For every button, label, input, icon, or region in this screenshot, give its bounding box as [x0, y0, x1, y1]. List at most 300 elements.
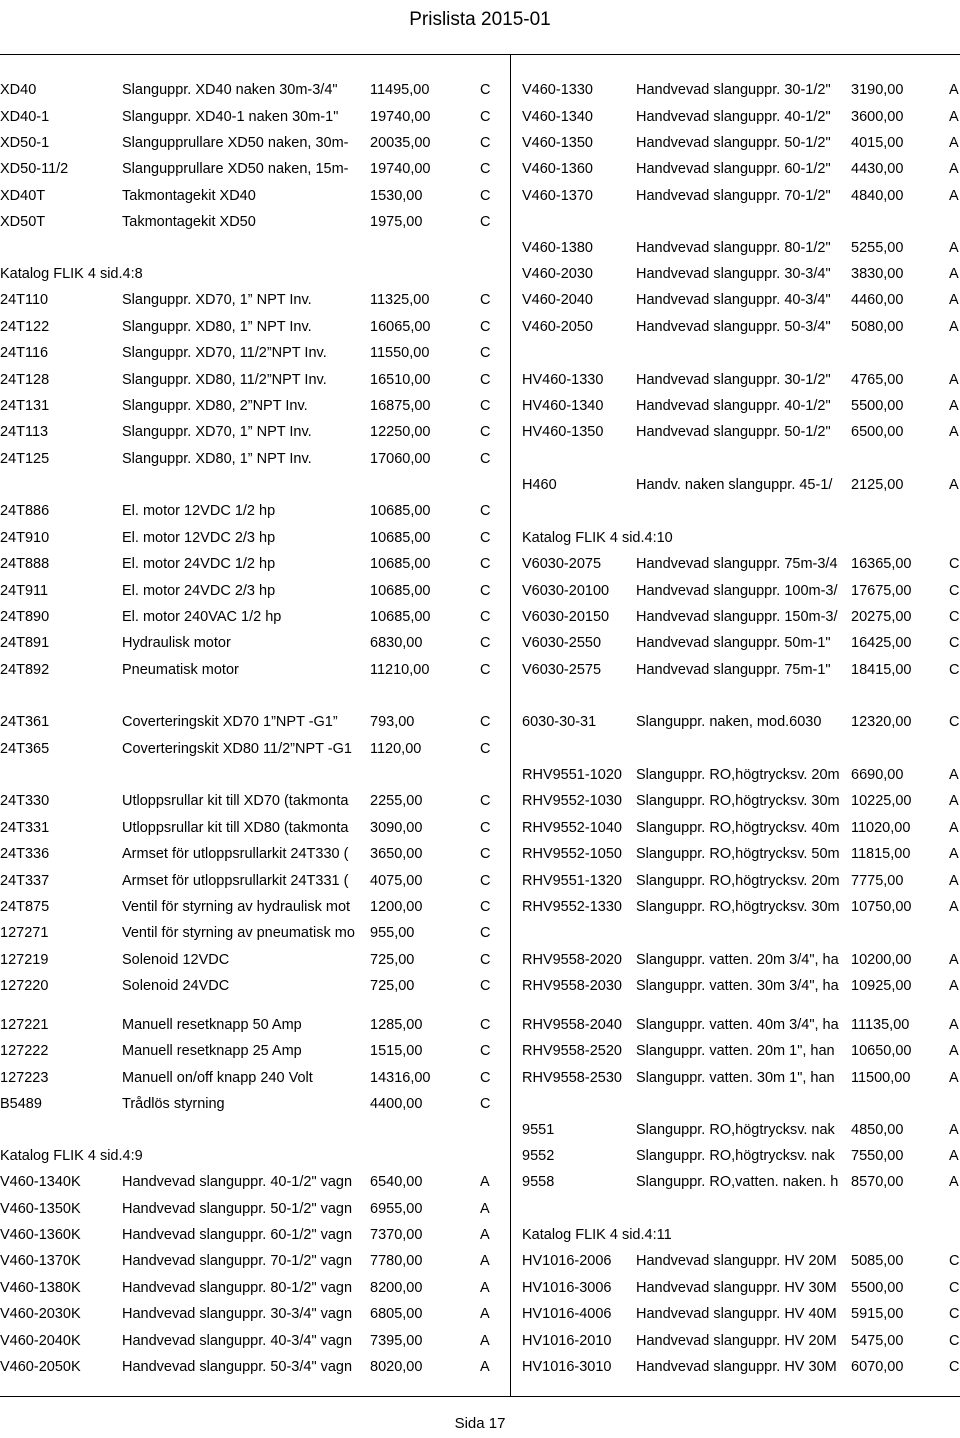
description: Takmontagekit XD40 [122, 188, 256, 204]
price-row [0, 736, 491, 762]
price: 6805,00 [370, 1306, 423, 1322]
article-number: 9558 [522, 1174, 555, 1190]
description: El. motor 12VDC 1/2 hp [122, 503, 276, 519]
price-row [0, 77, 491, 103]
section-heading: Katalog FLIK 4 sid.4:10 [522, 530, 673, 546]
price-class: A [949, 82, 959, 98]
price-class: C [480, 82, 491, 98]
description: Slanguppr. RO,högtrycksv. nak [636, 1148, 835, 1164]
price: 6500,00 [851, 424, 904, 440]
price: 11815,00 [851, 846, 911, 862]
price-class: A [949, 767, 959, 783]
price: 4430,00 [851, 161, 904, 177]
price-row [0, 156, 491, 182]
price-row [0, 815, 491, 841]
article-number: 24T886 [0, 503, 50, 519]
description: Slanguppr. XD80, 1” NPT Inv. [122, 319, 312, 335]
price: 3650,00 [370, 846, 423, 862]
price: 8200,00 [370, 1280, 423, 1296]
article-number: 24T331 [0, 820, 50, 836]
price-row [0, 104, 491, 130]
price: 11020,00 [851, 820, 911, 836]
price: 5500,00 [851, 398, 904, 414]
article-number: 127221 [0, 1017, 49, 1033]
price-class: C [480, 424, 491, 440]
price-class: C [949, 714, 960, 730]
price: 8570,00 [851, 1174, 904, 1190]
price: 6830,00 [370, 635, 423, 651]
description: Handvevad slanguppr. 60-1/2" [636, 161, 831, 177]
price: 7550,00 [851, 1148, 904, 1164]
article-number: V460-1360K [0, 1227, 81, 1243]
price: 3090,00 [370, 820, 423, 836]
description: Slanguppr. vatten. 20m 1", han [636, 1043, 835, 1059]
price-class: A [949, 161, 959, 177]
price-row [0, 209, 491, 235]
price-class: A [949, 477, 959, 493]
header-rule [0, 54, 960, 55]
price-row [522, 1301, 960, 1327]
description: Handvevad slanguppr. HV 30M [636, 1359, 837, 1375]
price: 10225,00 [851, 793, 912, 809]
description: El. motor 12VDC 2/3 hp [122, 530, 276, 546]
price-class: A [949, 1043, 959, 1059]
price-class: C [480, 978, 491, 994]
article-number: HV460-1330 [522, 372, 604, 388]
price-class: A [480, 1227, 490, 1243]
price-class: A [949, 292, 959, 308]
price-row [0, 788, 491, 814]
description: Handvevad slanguppr. 100m-3/ [636, 583, 838, 599]
description: Slanguppr. XD80, 1” NPT Inv. [122, 451, 312, 467]
price-row [0, 1169, 490, 1195]
price-row [522, 788, 960, 814]
article-number: 24T892 [0, 662, 50, 678]
price-class: A [480, 1280, 490, 1296]
price-class: A [949, 1017, 959, 1033]
price-row [522, 419, 960, 445]
price: 1975,00 [370, 214, 423, 230]
article-number: XD40T [0, 188, 46, 204]
price-class: A [949, 266, 959, 282]
description: Trådlös styrning [122, 1096, 225, 1112]
price-class: A [949, 372, 959, 388]
price-class: C [480, 135, 491, 151]
article-number: 127219 [0, 952, 49, 968]
price: 5080,00 [851, 319, 904, 335]
price: 10685,00 [370, 609, 431, 625]
article-number: 127222 [0, 1043, 49, 1059]
price-class: A [949, 873, 959, 889]
price-class: C [480, 451, 491, 467]
price-class: A [949, 978, 959, 994]
description: Handvevad slanguppr. 40-3/4" [636, 292, 831, 308]
price: 12320,00 [851, 714, 912, 730]
price-class: C [480, 1070, 491, 1086]
price: 19740,00 [370, 161, 431, 177]
price-row [522, 472, 960, 498]
article-number: V460-2040K [0, 1333, 81, 1349]
price-row [0, 1012, 491, 1038]
price-row [0, 947, 491, 973]
price-class: C [480, 530, 491, 546]
article-number: HV460-1350 [522, 424, 604, 440]
price-class: C [480, 319, 491, 335]
article-number: 24T337 [0, 873, 50, 889]
price: 16510,00 [370, 372, 431, 388]
price-row [0, 1354, 490, 1380]
article-number: V460-2050 [522, 319, 593, 335]
price-class: A [949, 1174, 959, 1190]
price-row [0, 525, 491, 551]
price-row [522, 287, 960, 313]
description: Slanguppr. RO,vatten. naken. h [636, 1174, 839, 1190]
price: 17675,00 [851, 583, 912, 599]
price-row [522, 762, 960, 788]
description: Handvevad slanguppr. 40-1/2" [636, 109, 831, 125]
description: Ventil för styrning av pneumatisk mo [122, 925, 355, 941]
article-number: V460-2030K [0, 1306, 81, 1322]
price: 16365,00 [851, 556, 912, 572]
price: 2125,00 [851, 477, 904, 493]
price: 16875,00 [370, 398, 431, 414]
price: 793,00 [370, 714, 415, 730]
price-row [522, 156, 960, 182]
price-row [0, 1275, 490, 1301]
price-class: C [480, 188, 491, 204]
price-class: C [480, 635, 491, 651]
price-class: A [480, 1253, 490, 1269]
description: Coverteringskit XD80 11/2”NPT -G1 [122, 741, 352, 757]
price-class: C [949, 662, 960, 678]
price-class: C [949, 556, 960, 572]
price-row [0, 709, 491, 735]
article-number: HV1016-3010 [522, 1359, 612, 1375]
article-number: RHV9558-2530 [522, 1070, 622, 1086]
price: 5500,00 [851, 1280, 904, 1296]
price: 10750,00 [851, 899, 912, 915]
article-number: V460-1380 [522, 240, 593, 256]
article-number: HV460-1340 [522, 398, 604, 414]
price: 10650,00 [851, 1043, 912, 1059]
price: 10685,00 [370, 503, 431, 519]
price-row [522, 1012, 960, 1038]
description: Slangupprullare XD50 naken, 15m- [122, 161, 349, 177]
price: 4850,00 [851, 1122, 904, 1138]
price-row [522, 947, 960, 973]
description: Handvevad slanguppr. 60-1/2" vagn [122, 1227, 353, 1243]
description: Handv. naken slanguppr. 45-1/ [636, 477, 833, 493]
description: Slanguppr. XD70, 1” NPT Inv. [122, 292, 312, 308]
price: 16425,00 [851, 635, 912, 651]
description: Slanguppr. RO,högtrycksv. 30m [636, 899, 840, 915]
description: Handvevad slanguppr. 40-1/2" [636, 398, 831, 414]
price-row [522, 1143, 960, 1169]
article-number: XD50-1 [0, 135, 50, 151]
article-number: 9552 [522, 1148, 555, 1164]
description: Slanguppr. vatten. 30m 3/4", ha [636, 978, 839, 994]
description: Handvevad slanguppr. 50-1/2" [636, 424, 831, 440]
article-number: 24T875 [0, 899, 50, 915]
price-class: C [949, 1280, 960, 1296]
article-number: RHV9551-1020 [522, 767, 622, 783]
description: Handvevad slanguppr. 30-1/2" [636, 82, 831, 98]
price-class: C [480, 1043, 491, 1059]
page-number: Sida 17 [454, 1415, 506, 1432]
price-class: C [480, 846, 491, 862]
article-number: V460-1350 [522, 135, 593, 151]
article-number: RHV9552-1040 [522, 820, 622, 836]
price: 5475,00 [851, 1333, 904, 1349]
price-row [522, 815, 960, 841]
price-class: A [480, 1174, 490, 1190]
article-number: V460-1340 [522, 109, 593, 125]
description: Slanguppr. vatten. 40m 3/4", ha [636, 1017, 839, 1033]
price-row [0, 1301, 490, 1327]
description: Slanguppr. vatten. 20m 3/4", ha [636, 952, 839, 968]
description: Handvevad slanguppr. 70-1/2" vagn [122, 1253, 353, 1269]
description: Slanguppr. RO,högtrycksv. 30m [636, 793, 840, 809]
price-row [522, 183, 960, 209]
description: Handvevad slanguppr. HV 40M [636, 1306, 837, 1322]
price: 725,00 [370, 978, 415, 994]
article-number: 127220 [0, 978, 49, 994]
price-class: A [949, 135, 959, 151]
price-row [522, 1117, 960, 1143]
price: 955,00 [370, 925, 415, 941]
description: Slanguppr. XD80, 11/2”NPT Inv. [122, 372, 327, 388]
price-row [0, 340, 491, 366]
description: Handvevad slanguppr. HV 20M [636, 1253, 837, 1269]
price-class: A [949, 1122, 959, 1138]
price-row [522, 1248, 960, 1274]
price-class: A [949, 1070, 959, 1086]
price: 20035,00 [370, 135, 431, 151]
price: 17060,00 [370, 451, 431, 467]
article-number: HV1016-2006 [522, 1253, 612, 1269]
price-row [522, 1354, 960, 1380]
price-class: C [480, 583, 491, 599]
price-class: A [949, 319, 959, 335]
price-row [0, 367, 491, 393]
price-row [0, 604, 491, 630]
description: Coverteringskit XD70 1”NPT -G1” [122, 714, 338, 730]
price: 5255,00 [851, 240, 904, 256]
description: Slanguppr. RO,högtrycksv. 40m [636, 820, 840, 836]
price-row [522, 1065, 960, 1091]
description: Manuell resetknapp 50 Amp [122, 1017, 302, 1033]
price-row [0, 894, 491, 920]
price: 2255,00 [370, 793, 423, 809]
section-heading: Katalog FLIK 4 sid.4:9 [0, 1148, 143, 1164]
article-number: 24T365 [0, 741, 50, 757]
price-row [0, 920, 491, 946]
article-number: 9551 [522, 1122, 555, 1138]
article-number: 24T131 [0, 398, 50, 414]
price: 7780,00 [370, 1253, 423, 1269]
description: Solenoid 24VDC [122, 978, 230, 994]
article-number: V460-2030 [522, 266, 593, 282]
article-number: 24T113 [0, 424, 49, 440]
price: 11210,00 [370, 662, 430, 678]
footer-rule [0, 1396, 960, 1397]
price-class: A [949, 424, 959, 440]
price-class: A [949, 398, 959, 414]
price: 725,00 [370, 952, 415, 968]
description: Armset för utloppsrullarkit 24T330 ( [122, 846, 349, 862]
price-class: C [480, 714, 491, 730]
article-number: V460-1380K [0, 1280, 81, 1296]
price-class: C [480, 1096, 491, 1112]
description: Hydraulisk motor [122, 635, 231, 651]
price-row [522, 314, 960, 340]
description: Slangupprullare XD50 naken, 30m- [122, 135, 349, 151]
price: 4075,00 [370, 873, 423, 889]
price-row [0, 868, 491, 894]
price: 1200,00 [370, 899, 423, 915]
price-class: A [949, 793, 959, 809]
price: 4840,00 [851, 188, 904, 204]
description: Slanguppr. XD40 naken 30m-3/4" [122, 82, 338, 98]
price-class: C [480, 925, 491, 941]
price: 16065,00 [370, 319, 431, 335]
price: 6540,00 [370, 1174, 423, 1190]
price-class: A [949, 820, 959, 836]
price-class: A [480, 1333, 490, 1349]
price-row [0, 287, 491, 313]
price-row [0, 498, 491, 524]
description: Handvevad slanguppr. 150m-3/ [636, 609, 838, 625]
article-number: 127223 [0, 1070, 49, 1086]
article-number: 24T361 [0, 714, 50, 730]
article-number: XD40-1 [0, 109, 50, 125]
price: 1120,00 [370, 741, 422, 757]
price: 19740,00 [370, 109, 431, 125]
price: 4400,00 [370, 1096, 423, 1112]
price-row [522, 973, 960, 999]
article-number: 24T330 [0, 793, 50, 809]
description: Handvevad slanguppr. 70-1/2" [636, 188, 831, 204]
price-row [0, 657, 491, 683]
price-row [522, 104, 960, 130]
price-row [522, 77, 960, 103]
price-class: A [949, 846, 959, 862]
price-row [522, 709, 960, 735]
description: Manuell on/off knapp 240 Volt [122, 1070, 313, 1086]
description: Handvevad slanguppr. 30-1/2" [636, 372, 831, 388]
price: 11500,00 [851, 1070, 911, 1086]
section-heading: Katalog FLIK 4 sid.4:8 [0, 266, 143, 282]
price-row [0, 1196, 490, 1222]
article-number: V460-2050K [0, 1359, 81, 1375]
description: Slanguppr. RO,högtrycksv. nak [636, 1122, 835, 1138]
price-row [522, 393, 960, 419]
article-number: V460-1340K [0, 1174, 81, 1190]
article-number: HV1016-4006 [522, 1306, 612, 1322]
description: Handvevad slanguppr. 30-3/4" vagn [122, 1306, 353, 1322]
description: Slanguppr. RO,högtrycksv. 20m [636, 873, 840, 889]
price: 8020,00 [370, 1359, 423, 1375]
price-row [0, 1091, 491, 1117]
price: 3830,00 [851, 266, 904, 282]
price-row [522, 367, 960, 393]
article-number: B5489 [0, 1096, 42, 1112]
description: Ventil för styrning av hydraulisk mot [122, 899, 351, 915]
price-row [0, 419, 491, 445]
price-row [522, 578, 960, 604]
price-row [0, 578, 491, 604]
article-number: HV1016-3006 [522, 1280, 612, 1296]
article-number: 24T336 [0, 846, 50, 862]
price-row [522, 630, 960, 656]
price: 20275,00 [851, 609, 912, 625]
price-class: A [949, 899, 959, 915]
article-number: V460-1360 [522, 161, 593, 177]
price: 10685,00 [370, 583, 431, 599]
description: Handvevad slanguppr. 75m-3/4 [636, 556, 838, 572]
price-row [522, 235, 960, 261]
column-divider [510, 54, 511, 1396]
price-class: A [949, 1148, 959, 1164]
article-number: 24T122 [0, 319, 50, 335]
price-class: C [949, 1253, 960, 1269]
description: Handvevad slanguppr. HV 30M [636, 1280, 837, 1296]
article-number: 24T116 [0, 345, 49, 361]
price-class: C [480, 952, 491, 968]
price-class: C [480, 556, 491, 572]
price-class: C [480, 662, 491, 678]
price-row [0, 1248, 490, 1274]
description: Handvevad slanguppr. 50-1/2" [636, 135, 831, 151]
description: Takmontagekit XD50 [122, 214, 256, 230]
article-number: XD40 [0, 82, 37, 98]
article-number: 24T910 [0, 530, 50, 546]
price-row [0, 1222, 490, 1248]
price-class: C [480, 109, 491, 125]
price-row [0, 1065, 491, 1091]
price: 4460,00 [851, 292, 904, 308]
article-number: V460-1330 [522, 82, 593, 98]
article-number: V460-1370 [522, 188, 593, 204]
price-row [522, 1275, 960, 1301]
article-number: V6030-2550 [522, 635, 602, 651]
price: 6955,00 [370, 1201, 423, 1217]
price-class: C [480, 503, 491, 519]
description: Solenoid 12VDC [122, 952, 230, 968]
price: 6070,00 [851, 1359, 904, 1375]
price-class: C [949, 1306, 960, 1322]
description: El. motor 24VDC 1/2 hp [122, 556, 276, 572]
price-row [522, 894, 960, 920]
price-row [0, 446, 491, 472]
price-class: A [480, 1201, 490, 1217]
article-number: RHV9558-2040 [522, 1017, 622, 1033]
article-number: RHV9552-1030 [522, 793, 622, 809]
price: 5085,00 [851, 1253, 904, 1269]
description: Handvevad slanguppr. 50m-1" [636, 635, 831, 651]
price: 1515,00 [370, 1043, 423, 1059]
article-number: 127271 [0, 925, 49, 941]
article-number: RHV9552-1050 [522, 846, 622, 862]
description: Handvevad slanguppr. 30-3/4" [636, 266, 831, 282]
price-row [522, 1169, 960, 1195]
article-number: RHV9552-1330 [522, 899, 622, 915]
price-class: C [949, 1333, 960, 1349]
price-row [0, 551, 491, 577]
description: Slanguppr. XD70, 1” NPT Inv. [122, 424, 312, 440]
price-row [0, 1328, 490, 1354]
price-class: C [949, 609, 960, 625]
